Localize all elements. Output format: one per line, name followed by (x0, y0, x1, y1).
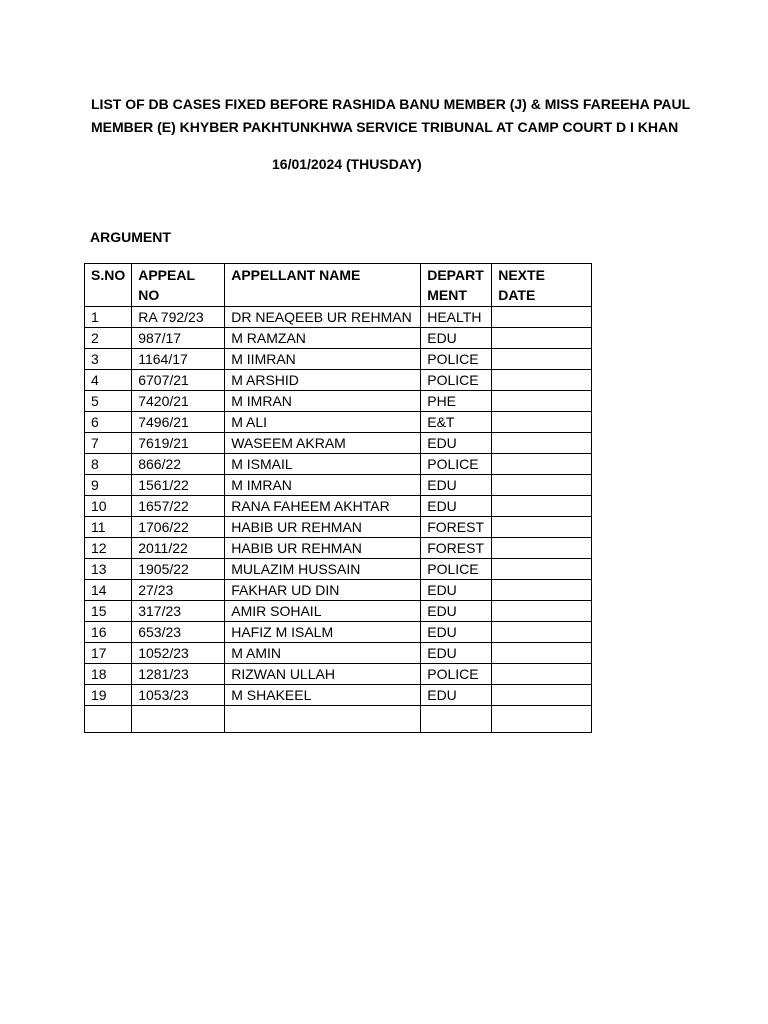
table-row (85, 622, 592, 643)
cell-appeal-no: RA 792/23 (132, 307, 225, 328)
cell-sno: 3 (85, 349, 132, 370)
cell-appellant-name: HAFIZ M ISALM (225, 622, 421, 643)
cell-department: EDU (421, 643, 492, 664)
cell-appellant-name: M ISMAIL (225, 454, 421, 475)
header-appellant-name: APPELLANT NAME (225, 264, 421, 307)
cell-department: FOREST (421, 538, 492, 559)
header-next-date: NEXTE DATE (492, 264, 592, 307)
cell-appeal-no: 1281/23 (132, 664, 225, 685)
table-row (85, 706, 592, 733)
cell-department: PHE (421, 391, 492, 412)
cell-appeal-no: 987/17 (132, 328, 225, 349)
cell-department: EDU (421, 580, 492, 601)
table-row (85, 370, 592, 391)
cell-appeal-no: 1905/22 (132, 559, 225, 580)
cell-sno: 8 (85, 454, 132, 475)
cell-next-date (492, 475, 592, 496)
cell-sno: 11 (85, 517, 132, 538)
cell-next-date (492, 601, 592, 622)
cell-next-date (492, 685, 592, 706)
cell-sno: 1 (85, 307, 132, 328)
table-row (85, 475, 592, 496)
cell-sno (85, 706, 132, 733)
header-appeal-no: APPEAL NO (132, 264, 225, 307)
cell-appeal-no: 27/23 (132, 580, 225, 601)
cell-sno: 16 (85, 622, 132, 643)
cell-sno: 10 (85, 496, 132, 517)
cell-sno: 7 (85, 433, 132, 454)
cell-appellant-name: M RAMZAN (225, 328, 421, 349)
table-row (85, 517, 592, 538)
cell-appeal-no: 7496/21 (132, 412, 225, 433)
cell-department: EDU (421, 475, 492, 496)
cell-next-date (492, 349, 592, 370)
cell-sno: 12 (85, 538, 132, 559)
cell-appeal-no: 6707/21 (132, 370, 225, 391)
cell-next-date (492, 643, 592, 664)
cell-appeal-no: 1657/22 (132, 496, 225, 517)
cell-next-date (492, 454, 592, 475)
cell-appellant-name: AMIR SOHAIL (225, 601, 421, 622)
title-line-1: LIST OF DB CASES FIXED BEFORE RASHIDA BANU MEMBER (J) & MISS FAREEHA PAUL (91, 96, 691, 112)
cell-department (421, 706, 492, 733)
cell-next-date (492, 517, 592, 538)
table-row (85, 538, 592, 559)
table-row (85, 601, 592, 622)
title-line-2: MEMBER (E) KHYBER PAKHTUNKHWA SERVICE TRIBUNAL AT CAMP COURT D I KHAN (91, 119, 679, 135)
section-heading: ARGUMENT (90, 229, 171, 245)
cell-sno: 18 (85, 664, 132, 685)
table-row (85, 433, 592, 454)
table-row (85, 391, 592, 412)
cell-next-date (492, 622, 592, 643)
cell-sno: 9 (85, 475, 132, 496)
cell-appellant-name: HABIB UR REHMAN (225, 517, 421, 538)
cell-appellant-name: M ARSHID (225, 370, 421, 391)
cell-appellant-name: RANA FAHEEM AKHTAR (225, 496, 421, 517)
cell-department: POLICE (421, 370, 492, 391)
cell-appellant-name: M IIMRAN (225, 349, 421, 370)
cell-sno: 14 (85, 580, 132, 601)
cell-sno: 6 (85, 412, 132, 433)
cell-appellant-name: FAKHAR UD DIN (225, 580, 421, 601)
cell-department: EDU (421, 601, 492, 622)
table-row (85, 559, 592, 580)
cell-appellant-name: M ALI (225, 412, 421, 433)
header-sno: S.NO (85, 264, 132, 307)
cell-department: POLICE (421, 559, 492, 580)
cell-sno: 13 (85, 559, 132, 580)
cell-next-date (492, 580, 592, 601)
cell-next-date (492, 328, 592, 349)
cell-next-date (492, 664, 592, 685)
document-title (91, 93, 691, 139)
cell-appeal-no: 1164/17 (132, 349, 225, 370)
cell-department: HEALTH (421, 307, 492, 328)
cell-sno: 2 (85, 328, 132, 349)
cell-sno: 5 (85, 391, 132, 412)
cell-appeal-no: 7619/21 (132, 433, 225, 454)
cell-next-date (492, 496, 592, 517)
cell-department: EDU (421, 328, 492, 349)
cell-appeal-no: 317/23 (132, 601, 225, 622)
cell-next-date (492, 307, 592, 328)
cell-department: EDU (421, 496, 492, 517)
cell-appeal-no: 1561/22 (132, 475, 225, 496)
cell-sno: 17 (85, 643, 132, 664)
cell-appeal-no: 1053/23 (132, 685, 225, 706)
cell-appellant-name: DR NEAQEEB UR REHMAN (225, 307, 421, 328)
cell-next-date (492, 391, 592, 412)
cell-appellant-name: M IMRAN (225, 391, 421, 412)
cell-appellant-name: WASEEM AKRAM (225, 433, 421, 454)
table-row (85, 412, 592, 433)
table-header-row (85, 264, 592, 307)
cell-department: EDU (421, 433, 492, 454)
cell-sno: 4 (85, 370, 132, 391)
header-department: DEPART MENT (421, 264, 492, 307)
cell-appellant-name (225, 706, 421, 733)
cell-sno: 15 (85, 601, 132, 622)
cell-department: E&T (421, 412, 492, 433)
cases-table (84, 263, 592, 733)
cell-appellant-name: M IMRAN (225, 475, 421, 496)
table-body (85, 307, 592, 733)
cell-department: EDU (421, 622, 492, 643)
cell-department: FOREST (421, 517, 492, 538)
cell-appellant-name: HABIB UR REHMAN (225, 538, 421, 559)
cell-appellant-name: M AMIN (225, 643, 421, 664)
table-row (85, 685, 592, 706)
cell-next-date (492, 370, 592, 391)
table-row (85, 496, 592, 517)
hearing-date: 16/01/2024 (THUSDAY) (272, 156, 422, 172)
cell-appellant-name: M SHAKEEL (225, 685, 421, 706)
cell-appeal-no: 7420/21 (132, 391, 225, 412)
cell-appeal-no: 653/23 (132, 622, 225, 643)
table-row (85, 664, 592, 685)
cell-appeal-no: 2011/22 (132, 538, 225, 559)
cell-appeal-no (132, 706, 225, 733)
cell-appeal-no: 1052/23 (132, 643, 225, 664)
cell-sno: 19 (85, 685, 132, 706)
cell-department: POLICE (421, 454, 492, 475)
cell-next-date (492, 538, 592, 559)
table-row (85, 307, 592, 328)
cell-appeal-no: 1706/22 (132, 517, 225, 538)
table-row (85, 328, 592, 349)
cell-appellant-name: MULAZIM HUSSAIN (225, 559, 421, 580)
table-row (85, 454, 592, 475)
cell-next-date (492, 433, 592, 454)
cell-next-date (492, 412, 592, 433)
table-row (85, 349, 592, 370)
cell-department: EDU (421, 685, 492, 706)
cell-appellant-name: RIZWAN ULLAH (225, 664, 421, 685)
cell-next-date (492, 706, 592, 733)
cell-next-date (492, 559, 592, 580)
cell-appeal-no: 866/22 (132, 454, 225, 475)
cell-department: POLICE (421, 664, 492, 685)
table-row (85, 580, 592, 601)
table-row (85, 643, 592, 664)
cell-department: POLICE (421, 349, 492, 370)
